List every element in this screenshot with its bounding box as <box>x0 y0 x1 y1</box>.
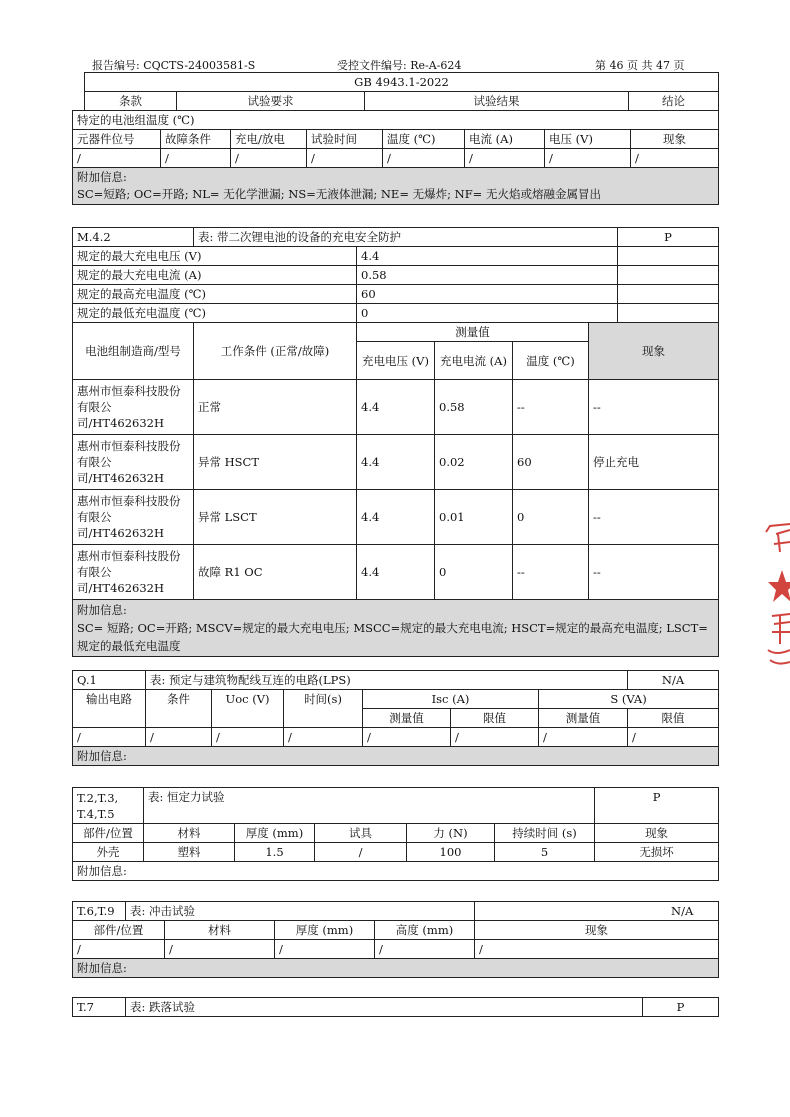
th-time: 时间(s) <box>284 690 363 728</box>
additional-info: 附加信息: <box>73 959 719 978</box>
th-charge: 充电/放电 <box>231 130 307 149</box>
th-observation: 现象 <box>631 130 719 149</box>
clause-number: T.2,T.3, T.4,T.5 <box>73 788 144 824</box>
temperature: -- <box>513 380 589 435</box>
th-charge-voltage: 充电电压 (V) <box>357 342 435 380</box>
th-duration: 持续时间 (s) <box>495 824 595 843</box>
additional-info <box>73 168 719 205</box>
additional-info: 附加信息: <box>73 862 719 881</box>
verdict: P <box>595 788 719 824</box>
th-measured: 测量值 <box>363 709 451 728</box>
cell: / <box>165 940 275 959</box>
table-title: 表: 带二次锂电池的设备的充电安全防护 <box>194 228 618 247</box>
th-condition: 工作条件 (正常/故障) <box>194 323 357 380</box>
verdict: N/A <box>475 902 719 921</box>
cell: / <box>631 149 719 168</box>
th-thickness: 厚度 (mm) <box>275 921 375 940</box>
col-result: 试验结果 <box>365 92 629 111</box>
lps-table <box>72 670 719 766</box>
observation: 停止充电 <box>589 435 719 490</box>
th-condition: 条件 <box>146 690 212 728</box>
spec-value: 60 <box>357 285 618 304</box>
clause-number: T.6,T.9 <box>73 902 126 921</box>
table-row <box>73 435 719 490</box>
cell: / <box>383 149 465 168</box>
spec-label: 规定的最大充电电流 (A) <box>73 266 357 285</box>
table-row <box>73 380 719 435</box>
drop-test-table <box>72 997 719 1017</box>
spec-label: 规定的最大充电电压 (V) <box>73 247 357 266</box>
spec-label: 规定的最高充电温度 (℃) <box>73 285 357 304</box>
th-manufacturer: 电池组制造商/型号 <box>73 323 194 380</box>
observation: -- <box>589 545 719 600</box>
info-text: SC=短路; OC=开路; NL= 无化学泄漏; NS=无液体泄漏; NE= 无爆炸; NF= 无火焰或熔融金属冒出 <box>77 187 601 201</box>
controlled-file-number: 受控文件编号: Re-A-624 <box>337 59 462 72</box>
table-title: 表: 跌落试验 <box>126 998 643 1017</box>
manufacturer: 惠州市恒泰科技股份有限公司/HT462632H <box>73 435 194 490</box>
manufacturer: 惠州市恒泰科技股份有限公司/HT462632H <box>73 380 194 435</box>
info-label: 附加信息: <box>77 170 127 184</box>
temperature: -- <box>513 545 589 600</box>
cell: / <box>212 728 284 747</box>
cell: / <box>628 728 719 747</box>
table-row <box>73 843 719 862</box>
seal-stamp-fragment <box>762 520 790 700</box>
voltage: 4.4 <box>357 490 435 545</box>
voltage: 4.4 <box>357 545 435 600</box>
condition: 异常 LSCT <box>194 490 357 545</box>
table-row <box>73 545 719 600</box>
th-component: 元器件位号 <box>73 130 161 149</box>
verdict: N/A <box>628 671 719 690</box>
th-uoc: Uoc (V) <box>212 690 284 728</box>
observation: -- <box>589 490 719 545</box>
table-title: 表: 冲击试验 <box>126 902 475 921</box>
condition: 异常 HSCT <box>194 435 357 490</box>
cell: 1.5 <box>235 843 315 862</box>
col-verdict: 结论 <box>629 92 719 111</box>
th-observation: 现象 <box>595 824 719 843</box>
th-output-circuit: 输出电路 <box>73 690 146 728</box>
th-temperature: 温度 (℃) <box>513 342 589 380</box>
col-clause: 条款 <box>85 92 177 111</box>
table-title: 表: 恒定力试验 <box>144 788 595 824</box>
cell: / <box>315 843 407 862</box>
cell: / <box>451 728 539 747</box>
th-charge-current: 充电电流 (A) <box>435 342 513 380</box>
current: 0.01 <box>435 490 513 545</box>
cell: / <box>375 940 475 959</box>
cell: / <box>307 149 383 168</box>
spec-value: 4.4 <box>357 247 618 266</box>
cell: / <box>284 728 363 747</box>
clause-number: T.7 <box>73 998 126 1017</box>
th-temp: 温度 (℃) <box>383 130 465 149</box>
th-height: 高度 (mm) <box>375 921 475 940</box>
cell: / <box>363 728 451 747</box>
condition: 正常 <box>194 380 357 435</box>
cell: / <box>146 728 212 747</box>
battery-temp-label: 特定的电池组温度 (℃) <box>73 111 719 130</box>
th-thickness: 厚度 (mm) <box>235 824 315 843</box>
col-requirement: 试验要求 <box>177 92 365 111</box>
cell: 外壳 <box>73 843 144 862</box>
cell: 无损坏 <box>595 843 719 862</box>
th-part: 部件/位置 <box>73 921 165 940</box>
current: 0.58 <box>435 380 513 435</box>
cell: / <box>539 728 628 747</box>
temperature: 60 <box>513 435 589 490</box>
clause-number: M.4.2 <box>73 228 194 247</box>
page-header <box>92 57 700 71</box>
current: 0.02 <box>435 435 513 490</box>
cell: / <box>73 728 146 747</box>
th-limit: 限值 <box>451 709 539 728</box>
th-isc: Isc (A) <box>363 690 539 709</box>
spec-value: 0 <box>357 304 618 323</box>
observation: -- <box>589 380 719 435</box>
charging-safety-table <box>72 227 719 657</box>
voltage: 4.4 <box>357 380 435 435</box>
manufacturer: 惠州市恒泰科技股份有限公司/HT462632H <box>73 545 194 600</box>
table-row <box>73 490 719 545</box>
cell: 5 <box>495 843 595 862</box>
cell: / <box>545 149 631 168</box>
th-s: S (VA) <box>539 690 719 709</box>
th-measured: 测量值 <box>357 323 589 342</box>
additional-info: 附加信息: <box>73 747 719 766</box>
th-limit: 限值 <box>628 709 719 728</box>
th-observation: 现象 <box>589 323 719 380</box>
th-material: 材料 <box>165 921 275 940</box>
impact-table <box>72 901 719 978</box>
th-tool: 试具 <box>315 824 407 843</box>
th-current: 电流 (A) <box>465 130 545 149</box>
table-row <box>73 149 719 168</box>
steady-force-table <box>72 787 719 881</box>
additional-info <box>73 600 719 657</box>
th-fault: 故障条件 <box>161 130 231 149</box>
manufacturer: 惠州市恒泰科技股份有限公司/HT462632H <box>73 490 194 545</box>
battery-temperature-table <box>72 110 719 205</box>
th-measured: 测量值 <box>539 709 628 728</box>
th-time: 试验时间 <box>307 130 383 149</box>
spec-label: 规定的最低充电温度 (℃) <box>73 304 357 323</box>
verdict: P <box>618 228 719 247</box>
th-force: 力 (N) <box>407 824 495 843</box>
condition: 故障 R1 OC <box>194 545 357 600</box>
star-icon <box>768 570 790 602</box>
th-material: 材料 <box>144 824 235 843</box>
th-voltage: 电压 (V) <box>545 130 631 149</box>
report-number: 报告编号: CQCTS-24003581-S <box>92 59 256 72</box>
th-part: 部件/位置 <box>73 824 144 843</box>
cell: / <box>475 940 719 959</box>
page-number: 第 46 页 共 47 页 <box>595 59 685 72</box>
verdict: P <box>643 998 719 1017</box>
cell: 100 <box>407 843 495 862</box>
standard-header-table <box>84 72 719 111</box>
cell: / <box>231 149 307 168</box>
clause-number: Q.1 <box>73 671 146 690</box>
table-row <box>73 940 719 959</box>
info-text: SC= 短路; OC=开路; MSCV=规定的最大充电电压; MSCC=规定的最大充电电流; HSCT=规定的最高充电温度; LSCT=规定的最低充电温度 <box>77 621 708 653</box>
spec-value: 0.58 <box>357 266 618 285</box>
standard-title: GB 4943.1-2022 <box>85 73 719 92</box>
cell: / <box>275 940 375 959</box>
cell: 塑料 <box>144 843 235 862</box>
voltage: 4.4 <box>357 435 435 490</box>
cell: / <box>465 149 545 168</box>
cell: / <box>73 149 161 168</box>
cell: / <box>73 940 165 959</box>
table-row <box>73 728 719 747</box>
current: 0 <box>435 545 513 600</box>
info-label: 附加信息: <box>77 603 127 617</box>
temperature: 0 <box>513 490 589 545</box>
cell: / <box>161 149 231 168</box>
table-title: 表: 预定与建筑物配线互连的电路(LPS) <box>146 671 628 690</box>
th-observation: 现象 <box>475 921 719 940</box>
